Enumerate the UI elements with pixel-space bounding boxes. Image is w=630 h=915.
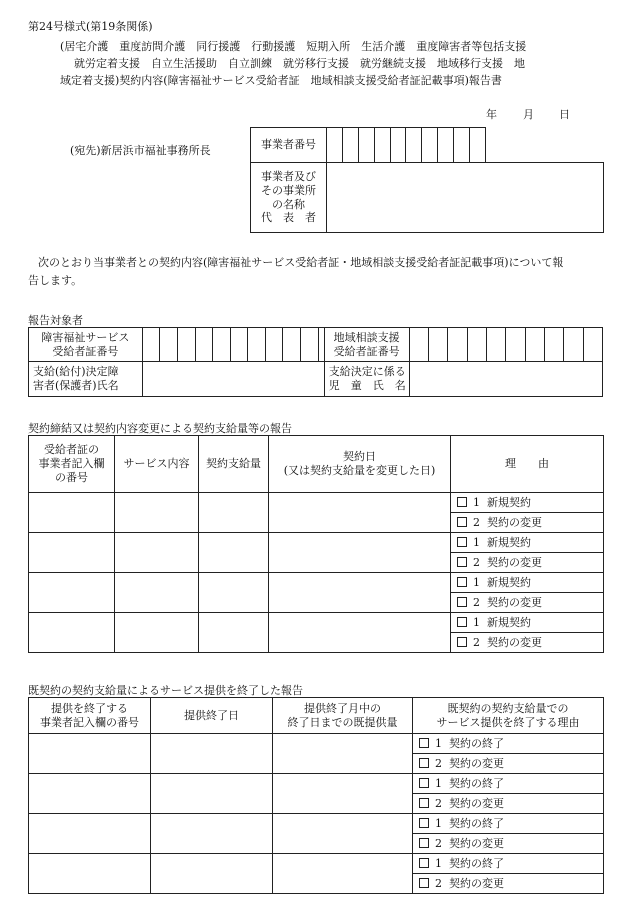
term-reason-change-option[interactable] (413, 794, 604, 814)
svc-cert-digit[interactable] (195, 328, 213, 362)
checkbox[interactable] (419, 858, 429, 868)
provider-table (250, 127, 604, 233)
term-reason-end-option[interactable] (413, 774, 604, 794)
checkbox[interactable] (419, 778, 429, 788)
form-title-line-3: 域定着支援)契約内容(障害福祉サービス受給者証 地域相談支援受給者証記載事項)報告書 (60, 74, 502, 87)
reason-change-option[interactable] (451, 553, 604, 573)
reason-new-contract-option[interactable] (451, 533, 604, 553)
term-reason-change-option[interactable] (413, 874, 604, 894)
term-col-provided (273, 698, 413, 734)
reg-cert-digit[interactable] (544, 328, 563, 362)
provider-name-label-2: その事業所 (261, 183, 316, 197)
termination-heading: 既契約の契約支給量によるサービス提供を終了した報告 (28, 684, 303, 697)
option-label: 新規契約 (487, 495, 531, 509)
svc-cert-digit[interactable] (265, 328, 283, 362)
option-label: 契約の終了 (449, 736, 504, 750)
term-col-provided-2: 終了日までの既提供量 (287, 715, 398, 729)
contract-col-amount: 契約支給量 (199, 436, 269, 493)
contract-amount-cell[interactable] (199, 493, 269, 533)
term-end-date-cell[interactable] (151, 734, 273, 774)
term-col-entry (29, 698, 151, 734)
contract-col-service: サービス内容 (115, 436, 199, 493)
svc-cert-digit[interactable] (160, 328, 178, 362)
provider-number-digit[interactable] (327, 128, 343, 163)
contract-table (28, 435, 604, 653)
term-provided-cell[interactable] (273, 814, 413, 854)
svc-cert-digit[interactable] (177, 328, 195, 362)
payer-name-label-1: 支給(給付)決定障 (33, 365, 119, 379)
term-entry-cell[interactable] (29, 774, 151, 814)
reg-cert-label-1: 地域相談支援 (333, 330, 400, 344)
term-entry-cell[interactable] (29, 734, 151, 774)
option-label: 契約の変更 (449, 836, 504, 850)
form-title-line-2: 就労定着支援 自立生活援助 自立訓練 就労移行支援 就労継続支援 地域移行支援 地 (74, 57, 525, 70)
checkbox[interactable] (419, 838, 429, 848)
option-number: 1 (473, 575, 480, 589)
option-label: 新規契約 (487, 575, 531, 589)
contract-col-cert-entry-1: 受給者証の (44, 443, 99, 457)
term-provided-cell[interactable] (273, 774, 413, 814)
term-end-date-cell[interactable] (151, 774, 273, 814)
svc-cert-digit[interactable] (248, 328, 266, 362)
option-label: 新規契約 (487, 615, 531, 629)
option-number: 2 (473, 555, 480, 569)
term-reason-end-option[interactable] (413, 854, 604, 874)
date-month-label: 月 (523, 108, 534, 121)
date-year-label: 年 (486, 108, 497, 121)
option-number: 2 (435, 796, 442, 810)
contract-col-date (269, 436, 451, 493)
term-reason-change-option[interactable] (413, 834, 604, 854)
provider-name-field[interactable] (327, 163, 604, 233)
svc-cert-digit[interactable] (213, 328, 231, 362)
provider-number-digit[interactable] (454, 128, 470, 163)
contract-amount-cell[interactable] (199, 573, 269, 613)
addressee: (宛先)新居浜市福祉事務所長 (70, 144, 211, 157)
svc-cert-digit[interactable] (142, 328, 160, 362)
option-number: 2 (435, 876, 442, 890)
contract-date-cell[interactable] (269, 533, 451, 573)
option-number: 2 (473, 515, 480, 529)
contract-col-cert-entry-2: 事業者記入欄 (38, 457, 105, 471)
term-col-reason-2: サービス提供を終了する理由 (436, 715, 580, 729)
reg-cert-digit[interactable] (428, 328, 447, 362)
term-reason-end-option[interactable] (413, 814, 604, 834)
option-number: 2 (473, 635, 480, 649)
checkbox[interactable] (457, 617, 467, 627)
term-entry-cell[interactable] (29, 814, 151, 854)
form-number: 第24号様式(第19条関係) (28, 20, 153, 33)
subject-heading: 報告対象者 (28, 314, 83, 327)
provider-number-digit[interactable] (422, 128, 438, 163)
term-end-date-cell[interactable] (151, 854, 273, 894)
contract-col-reason: 理 由 (451, 436, 604, 493)
contract-date-cell[interactable] (269, 573, 451, 613)
contract-date-cell[interactable] (269, 493, 451, 533)
term-col-entry-1: 提供を終了する (51, 701, 128, 715)
contract-service-cell[interactable] (115, 613, 199, 653)
reg-cert-digit[interactable] (448, 328, 467, 362)
option-number: 1 (473, 535, 480, 549)
svc-cert-digit[interactable] (300, 328, 318, 362)
reason-new-contract-option[interactable] (451, 493, 604, 513)
contract-heading: 契約締結又は契約内容変更による契約支給量等の報告 (28, 422, 292, 435)
contract-amount-cell[interactable] (199, 533, 269, 573)
provider-number-digit[interactable] (374, 128, 390, 163)
checkbox[interactable] (457, 517, 467, 527)
reg-cert-digit[interactable] (506, 328, 525, 362)
reason-change-option[interactable] (451, 633, 604, 653)
svc-cert-label-2: 受給者証番号 (52, 344, 119, 358)
contract-amount-cell[interactable] (199, 613, 269, 653)
contract-cert-entry-cell[interactable] (29, 533, 115, 573)
term-col-reason-1: 既契約の契約支給量での (447, 701, 569, 715)
term-col-entry-2: 事業者記入欄の番号 (40, 715, 139, 729)
checkbox[interactable] (457, 577, 467, 587)
reason-change-option[interactable] (451, 513, 604, 533)
provider-number-digit[interactable] (358, 128, 374, 163)
checkbox[interactable] (457, 537, 467, 547)
child-name-label-2: 児 童 氏 名 (328, 379, 406, 392)
contract-date-cell[interactable] (269, 613, 451, 653)
contract-service-cell[interactable] (115, 533, 199, 573)
payer-name-label (29, 362, 143, 397)
reason-new-contract-option[interactable] (451, 613, 604, 633)
termination-table (28, 697, 604, 894)
svc-cert-digit[interactable] (230, 328, 248, 362)
option-label: 契約の終了 (449, 856, 504, 870)
contract-cert-entry-cell[interactable] (29, 573, 115, 613)
option-number: 1 (473, 495, 480, 509)
child-name-label (324, 362, 409, 397)
payer-name-label-2: 害者(保護者)氏名 (33, 379, 119, 392)
reg-cert-digit[interactable] (564, 328, 583, 362)
contract-col-cert-entry (29, 436, 115, 493)
provider-number-digit[interactable] (438, 128, 454, 163)
term-entry-cell[interactable] (29, 854, 151, 894)
checkbox[interactable] (419, 738, 429, 748)
reg-cert-digit[interactable] (486, 328, 505, 362)
intro-line-1: 次のとおり当事業者との契約内容(障害福祉サービス受給者証・地域相談支援受給者証記載事項)について報 (38, 256, 564, 269)
option-number: 2 (435, 756, 442, 770)
option-number: 1 (473, 615, 480, 629)
svc-cert-digit[interactable] (283, 328, 301, 362)
reason-change-option[interactable] (451, 593, 604, 613)
reg-cert-label (324, 328, 409, 362)
child-name-field[interactable] (409, 362, 602, 397)
checkbox[interactable] (419, 798, 429, 808)
reason-new-contract-option[interactable] (451, 573, 604, 593)
checkbox[interactable] (457, 597, 467, 607)
provider-name-label-1: 事業者及び (261, 170, 316, 183)
option-number: 1 (435, 856, 442, 870)
contract-cert-entry-cell[interactable] (29, 493, 115, 533)
provider-name-label-4: 代 表 者 (261, 211, 316, 225)
reg-cert-digit[interactable] (467, 328, 486, 362)
option-label: 新規契約 (487, 535, 531, 549)
checkbox[interactable] (419, 758, 429, 768)
contract-service-cell[interactable] (115, 573, 199, 613)
option-label: 契約の変更 (487, 595, 542, 609)
term-end-date-cell[interactable] (151, 814, 273, 854)
provider-name-label-3: の名称 (272, 197, 305, 211)
date-day-label: 日 (559, 108, 570, 121)
checkbox[interactable] (457, 557, 467, 567)
svc-cert-label (29, 328, 143, 362)
subject-table (28, 327, 603, 397)
option-label: 契約の変更 (449, 796, 504, 810)
term-provided-cell[interactable] (273, 854, 413, 894)
term-reason-change-option[interactable] (413, 754, 604, 774)
option-number: 1 (435, 776, 442, 790)
contract-col-date-1: 契約日 (343, 450, 376, 464)
checkbox[interactable] (419, 818, 429, 828)
reg-cert-digit[interactable] (583, 328, 602, 362)
provider-number-blank (486, 128, 604, 163)
contract-service-cell[interactable] (115, 493, 199, 533)
provider-name-label (251, 163, 327, 233)
term-col-end-date: 提供終了日 (151, 698, 273, 734)
term-provided-cell[interactable] (273, 734, 413, 774)
term-col-reason (413, 698, 604, 734)
provider-number-digit[interactable] (470, 128, 486, 163)
option-label: 契約の変更 (487, 515, 542, 529)
reg-cert-digit[interactable] (525, 328, 544, 362)
reg-cert-digit[interactable] (409, 328, 428, 362)
child-name-label-1: 支給決定に係る (328, 365, 406, 379)
option-number: 2 (435, 836, 442, 850)
provider-number-digit[interactable] (406, 128, 422, 163)
checkbox[interactable] (457, 637, 467, 647)
contract-col-date-2: (又は契約支給量を変更した日) (283, 464, 436, 477)
option-number: 1 (435, 816, 442, 830)
reg-cert-label-2: 受給者証番号 (333, 344, 400, 358)
term-reason-end-option[interactable] (413, 734, 604, 754)
option-number: 2 (473, 595, 480, 609)
provider-number-label: 事業者番号 (251, 128, 327, 163)
intro-line-2: 告します。 (28, 274, 83, 287)
option-label: 契約の終了 (449, 776, 504, 790)
option-label: 契約の変更 (487, 635, 542, 649)
option-label: 契約の変更 (449, 756, 504, 770)
form-title-line-1: (居宅介護 重度訪問介護 同行援護 行動援護 短期入所 生活介護 重度障害者等包括支援 (60, 40, 527, 53)
option-label: 契約の変更 (487, 555, 542, 569)
option-number: 1 (435, 736, 442, 750)
svc-cert-label-1: 障害福祉サービス (41, 330, 130, 344)
contract-cert-entry-cell[interactable] (29, 613, 115, 653)
contract-col-cert-entry-3: の番号 (55, 470, 88, 484)
provider-number-digit[interactable] (390, 128, 406, 163)
option-label: 契約の終了 (449, 816, 504, 830)
term-col-provided-1: 提供終了月中の (304, 701, 381, 715)
payer-name-field[interactable] (142, 362, 324, 397)
option-label: 契約の変更 (449, 876, 504, 890)
checkbox[interactable] (419, 878, 429, 888)
checkbox[interactable] (457, 497, 467, 507)
provider-number-digit[interactable] (342, 128, 358, 163)
